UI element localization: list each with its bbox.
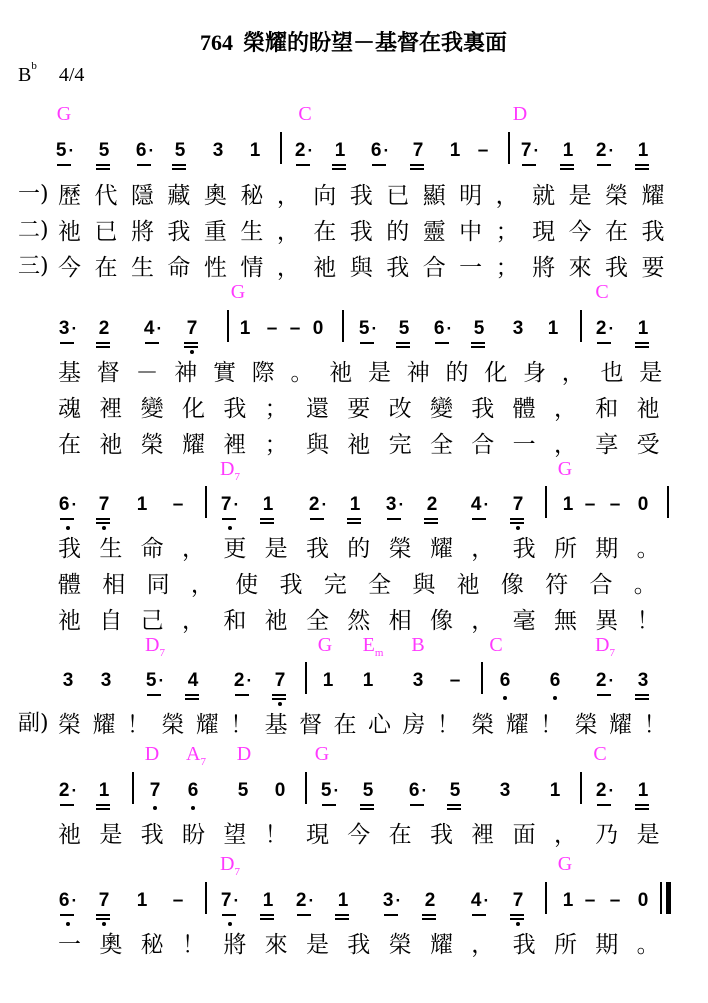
chord-symbol: $D_7$ <box>595 634 615 659</box>
chord-symbol: $D_7$ <box>145 634 165 659</box>
hold-dash: – <box>584 890 596 911</box>
underline-mark <box>260 518 274 520</box>
lyric-line: 我生命，更是我的榮耀，我所期。 <box>58 536 678 562</box>
underline-mark <box>96 518 110 520</box>
lower-octave-dot <box>553 696 557 700</box>
bar-line <box>660 882 662 914</box>
bar-line <box>508 132 510 164</box>
note-number: 2 · <box>595 318 615 339</box>
underline-mark <box>360 804 374 806</box>
hold-dash: – <box>584 494 596 515</box>
underline-mark <box>172 164 186 166</box>
note-number: 1 <box>549 780 561 801</box>
underline-mark <box>387 518 401 520</box>
underline-mark <box>560 168 574 170</box>
note-number: 7 · <box>520 140 540 161</box>
note-number: 1 <box>637 780 649 801</box>
lyric-line: 祂是我盼望！現今在我裡面，乃是 <box>58 822 678 848</box>
note-number: 7 · <box>220 890 240 911</box>
note-number: 2 · <box>294 140 314 161</box>
dot-mark: · <box>156 319 163 338</box>
chord-symbol: G <box>56 103 72 125</box>
note-number: 5 <box>98 140 110 161</box>
dot-mark: · <box>608 781 615 800</box>
underline-mark <box>471 346 485 348</box>
note-number: 6 <box>187 780 199 801</box>
underline-mark <box>447 804 461 806</box>
underline-mark <box>635 346 649 348</box>
note-number: 5 <box>473 318 485 339</box>
underline-mark <box>410 168 424 170</box>
note-number: 1 <box>239 318 251 339</box>
underline-mark <box>360 808 374 810</box>
note-number: 1 <box>562 140 574 161</box>
note-number: 3 <box>499 780 511 801</box>
chord-symbol: $D_7$ <box>220 458 240 483</box>
dot-mark: · <box>483 891 490 910</box>
note-number: 3 · <box>385 494 405 515</box>
chord-symbol: C <box>298 103 312 125</box>
note-number: 7 <box>274 670 286 691</box>
underline-mark <box>335 918 349 920</box>
note-number: 0 <box>637 890 649 911</box>
underline-mark <box>185 698 199 700</box>
underline-mark <box>96 168 110 170</box>
hymn-title-text: 榮耀的盼望－基督在我裏面 <box>243 30 508 56</box>
underline-mark <box>522 164 536 166</box>
underline-mark <box>260 918 274 920</box>
underline-mark <box>147 694 161 696</box>
note-number: 5 · <box>145 670 165 691</box>
underline-mark <box>635 698 649 700</box>
underline-mark <box>635 694 649 696</box>
underline-mark <box>185 694 199 696</box>
underline-mark <box>172 168 186 170</box>
note-number: 2 · <box>308 494 328 515</box>
lower-octave-dot <box>153 806 157 810</box>
hold-dash: – <box>266 318 278 339</box>
bar-line <box>305 772 307 804</box>
underline-mark <box>510 914 524 916</box>
dot-mark: · <box>71 319 78 338</box>
note-number: 3 <box>412 670 424 691</box>
note-number: 1 <box>337 890 349 911</box>
note-number: 3 <box>100 670 112 691</box>
underline-mark <box>510 518 524 520</box>
underline-mark <box>410 164 424 166</box>
note-number: 2 · <box>595 780 615 801</box>
underline-mark <box>560 164 574 166</box>
bar-line <box>205 486 207 518</box>
note-number: 1 <box>249 140 261 161</box>
lower-octave-dot <box>503 696 507 700</box>
note-number: 6 · <box>135 140 155 161</box>
bar-line <box>580 310 582 342</box>
note-number: 1 <box>562 890 574 911</box>
note-number: 1 <box>98 780 110 801</box>
bar-line <box>545 486 547 518</box>
note-number: 6 · <box>58 890 78 911</box>
note-number: 5 · <box>55 140 75 161</box>
dot-mark: · <box>395 891 402 910</box>
underline-mark <box>510 522 524 524</box>
underline-mark <box>96 918 110 920</box>
lyric-line: 基督－神實際。祂是神的化身，也是 <box>58 360 678 386</box>
note-number: 5 <box>237 780 249 801</box>
dot-mark: · <box>148 141 155 160</box>
underline-mark <box>347 518 361 520</box>
note-number: 1 <box>136 890 148 911</box>
hold-dash: – <box>172 494 184 515</box>
lyric-line: 祂自己，和祂全然相像，毫無異！ <box>58 608 678 634</box>
underline-mark <box>235 694 249 696</box>
underline-mark <box>272 694 286 696</box>
note-number: 3 <box>637 670 649 691</box>
note-number: 7 <box>512 890 524 911</box>
underline-mark <box>597 804 611 806</box>
lyric-line: 歷代隱藏奧秘，向我已顯明，就是榮耀 <box>58 183 678 209</box>
note-number: 3 · <box>382 890 402 911</box>
underline-mark <box>96 346 110 348</box>
note-number: 1 <box>334 140 346 161</box>
dot-mark: · <box>158 671 165 690</box>
dot-mark: · <box>68 141 75 160</box>
underline-mark <box>424 522 438 524</box>
underline-mark <box>335 914 349 916</box>
hold-dash: – <box>449 670 461 691</box>
dot-mark: · <box>533 141 540 160</box>
note-number: 7 · <box>220 494 240 515</box>
note-number: 4 · <box>470 890 490 911</box>
bar-line <box>666 882 671 914</box>
underline-mark <box>396 346 410 348</box>
underline-mark <box>145 342 159 344</box>
dot-mark: · <box>483 495 490 514</box>
lyric-line: 魂裡變化我；還要改變我體，和祂 <box>58 396 678 422</box>
bar-line <box>305 662 307 694</box>
note-number: 6 · <box>433 318 453 339</box>
underline-mark <box>60 342 74 344</box>
underline-mark <box>96 522 110 524</box>
verse-label: 三) <box>18 254 49 279</box>
underline-mark <box>137 164 151 166</box>
note-number: 6 <box>549 670 561 691</box>
underline-mark <box>597 694 611 696</box>
underline-mark <box>332 164 346 166</box>
note-number: 3 <box>62 670 74 691</box>
underline-mark <box>410 804 424 806</box>
note-number: 7 <box>149 780 161 801</box>
chord-symbol: G <box>317 634 333 656</box>
underline-mark <box>310 518 324 520</box>
dot-mark: · <box>608 671 615 690</box>
note-number: 5 · <box>358 318 378 339</box>
note-number: 0 <box>312 318 324 339</box>
underline-mark <box>322 804 336 806</box>
underline-mark <box>635 164 649 166</box>
chord-symbol: $A_7$ <box>186 743 206 768</box>
underline-mark <box>635 168 649 170</box>
chord-symbol: B <box>411 634 425 656</box>
hold-dash: – <box>289 318 301 339</box>
dot-mark: · <box>421 781 428 800</box>
note-number: 5 <box>174 140 186 161</box>
chord-symbol: D <box>512 103 528 125</box>
note-number: 5 <box>398 318 410 339</box>
note-number: 1 <box>349 494 361 515</box>
dot-mark: · <box>608 319 615 338</box>
chord-symbol: G <box>557 853 573 875</box>
note-number: 2 · <box>233 670 253 691</box>
dot-mark: · <box>446 319 453 338</box>
note-number: 1 <box>562 494 574 515</box>
hold-dash: – <box>609 494 621 515</box>
underline-mark <box>184 342 198 344</box>
underline-mark <box>472 518 486 520</box>
underline-mark <box>60 804 74 806</box>
underline-mark <box>96 808 110 810</box>
key-note: B <box>18 64 32 86</box>
underline-mark <box>347 522 361 524</box>
note-number: 1 <box>262 890 274 911</box>
dot-mark: · <box>308 891 315 910</box>
note-number: 5 · <box>320 780 340 801</box>
note-number: 5 <box>362 780 374 801</box>
note-number: 4 · <box>470 494 490 515</box>
hymn-number: 764 <box>200 30 233 55</box>
note-number: 0 <box>637 494 649 515</box>
chord-symbol: G <box>314 743 330 765</box>
bar-line <box>667 486 669 518</box>
lyric-line: 在祂榮耀裡；與祂完全合一，享受 <box>58 432 678 458</box>
underline-mark <box>96 914 110 916</box>
note-number: 2 · <box>595 670 615 691</box>
underline-mark <box>422 918 436 920</box>
bar-line <box>205 882 207 914</box>
key-signature <box>18 60 85 87</box>
note-number: 7 <box>412 140 424 161</box>
note-number: 2 <box>424 890 436 911</box>
bar-line <box>227 310 229 342</box>
bar-line <box>342 310 344 342</box>
note-number: 1 <box>637 318 649 339</box>
underline-mark <box>222 914 236 916</box>
chord-symbol: G <box>230 281 246 303</box>
dot-mark: · <box>71 781 78 800</box>
underline-mark <box>60 914 74 916</box>
underline-mark <box>422 914 436 916</box>
lyric-line: 體相同，使我完全與祂像符合。 <box>58 572 678 598</box>
dot-mark: · <box>233 891 240 910</box>
time-signature: 4/4 <box>58 64 85 86</box>
note-number: 1 <box>322 670 334 691</box>
dot-mark: · <box>71 891 78 910</box>
chord-symbol: G <box>557 458 573 480</box>
underline-mark <box>597 164 611 166</box>
underline-mark <box>297 914 311 916</box>
note-number: 3 <box>212 140 224 161</box>
note-number: 1 <box>362 670 374 691</box>
note-number: 2 · <box>58 780 78 801</box>
dot-mark: · <box>371 319 378 338</box>
lyric-line: 今在生命性情，祂與我合一；將來我要 <box>58 255 678 281</box>
dot-mark: · <box>321 495 328 514</box>
refrain-label: 副) <box>18 711 49 736</box>
bar-line <box>280 132 282 164</box>
bar-line <box>132 772 134 804</box>
note-number: 7 <box>98 890 110 911</box>
note-number: 6 · <box>408 780 428 801</box>
dot-mark: · <box>608 141 615 160</box>
underline-mark <box>96 342 110 344</box>
note-number: 3 · <box>58 318 78 339</box>
underline-mark <box>472 914 486 916</box>
underline-mark <box>332 168 346 170</box>
underline-mark <box>597 342 611 344</box>
note-number: 2 · <box>595 140 615 161</box>
note-number: 3 <box>512 318 524 339</box>
underline-mark <box>260 914 274 916</box>
hold-dash: – <box>172 890 184 911</box>
chord-symbol: D <box>236 743 252 765</box>
note-number: 0 <box>274 780 286 801</box>
underline-mark <box>424 518 438 520</box>
note-number: 2 <box>98 318 110 339</box>
chord-symbol: C <box>595 281 609 303</box>
underline-mark <box>360 342 374 344</box>
bar-line <box>481 662 483 694</box>
hold-dash: – <box>609 890 621 911</box>
note-number: 1 <box>449 140 461 161</box>
underline-mark <box>96 804 110 806</box>
underline-mark <box>510 918 524 920</box>
lyric-line: 祂已將我重生，在我的靈中；現今在我 <box>58 219 678 245</box>
underline-mark <box>260 522 274 524</box>
chord-symbol: $D_7$ <box>220 853 240 878</box>
underline-mark <box>272 698 286 700</box>
note-number: 6 · <box>58 494 78 515</box>
dot-mark: · <box>71 495 78 514</box>
chord-symbol: C <box>593 743 607 765</box>
underline-mark <box>435 342 449 344</box>
note-number: 7 <box>186 318 198 339</box>
bar-line <box>580 772 582 804</box>
verse-label: 二) <box>18 218 49 243</box>
note-number: 1 <box>136 494 148 515</box>
underline-mark <box>60 518 74 520</box>
note-number: 6 · <box>370 140 390 161</box>
chord-symbol: D <box>144 743 160 765</box>
note-number: 1 <box>547 318 559 339</box>
underline-mark <box>222 518 236 520</box>
dot-mark: · <box>246 671 253 690</box>
dot-mark: · <box>307 141 314 160</box>
note-number: 6 <box>499 670 511 691</box>
dot-mark: · <box>398 495 405 514</box>
hymn-title <box>200 26 507 57</box>
underline-mark <box>447 808 461 810</box>
lyric-line: 榮耀！榮耀！基督在心房！榮耀！榮耀！ <box>58 712 678 738</box>
underline-mark <box>57 164 71 166</box>
underline-mark <box>184 346 198 348</box>
underline-mark <box>372 164 386 166</box>
key-accidental: b <box>31 60 37 73</box>
dot-mark: · <box>233 495 240 514</box>
underline-mark <box>396 342 410 344</box>
underline-mark <box>635 804 649 806</box>
note-number: 1 <box>262 494 274 515</box>
chord-symbol: $E_m$ <box>362 634 384 659</box>
note-number: 4 <box>187 670 199 691</box>
note-number: 2 <box>426 494 438 515</box>
chord-symbol: C <box>489 634 503 656</box>
note-number: 5 <box>449 780 461 801</box>
note-number: 1 <box>637 140 649 161</box>
underline-mark <box>635 342 649 344</box>
hold-dash: – <box>477 140 489 161</box>
underline-mark <box>96 164 110 166</box>
bar-line <box>545 882 547 914</box>
note-number: 4 · <box>143 318 163 339</box>
underline-mark <box>296 164 310 166</box>
note-number: 2 · <box>295 890 315 911</box>
dot-mark: · <box>383 141 390 160</box>
note-number: 7 <box>512 494 524 515</box>
underline-mark <box>384 914 398 916</box>
dot-mark: · <box>333 781 340 800</box>
note-number: 7 <box>98 494 110 515</box>
underline-mark <box>635 808 649 810</box>
verse-label: 一) <box>18 182 49 207</box>
underline-mark <box>471 342 485 344</box>
lower-octave-dot <box>191 806 195 810</box>
lyric-line: 一奧秘！將來是我榮耀，我所期。 <box>58 932 678 958</box>
